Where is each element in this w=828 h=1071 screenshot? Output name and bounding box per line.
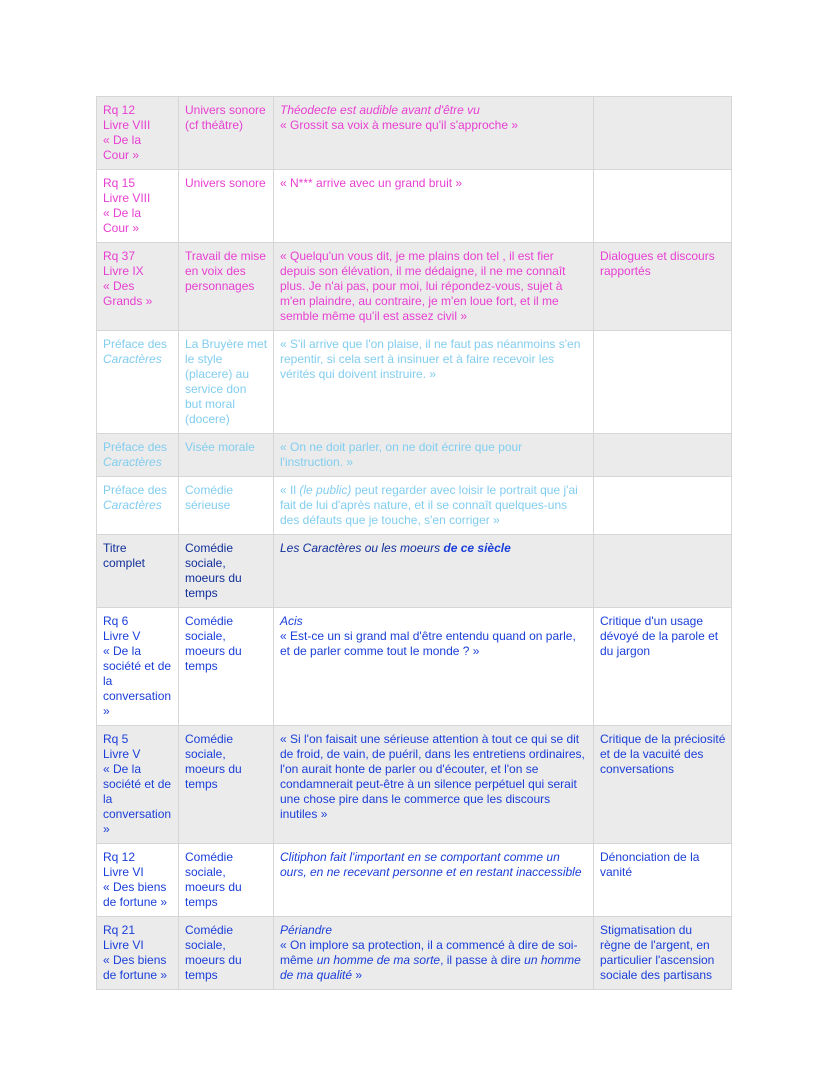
table-row bbox=[97, 170, 732, 243]
reference-cell: Rq 5 Livre V « De la société et de la conversation » bbox=[97, 726, 179, 844]
theme-cell: Comédie sociale, moeurs du temps bbox=[179, 535, 274, 608]
reference-cell: Préface des Caractères bbox=[97, 477, 179, 535]
theme-cell: Comédie sociale, moeurs du temps bbox=[179, 844, 274, 917]
table-row bbox=[97, 844, 732, 917]
quote-cell: « On ne doit parler, on ne doit écrire que pour l'instruction. » bbox=[274, 434, 594, 477]
comment-cell bbox=[594, 434, 732, 477]
quote-cell: « Si l'on faisait une sérieuse attention à tout ce qui se dit de froid, de vain, de puéril, dans les entretiens ordinaires, l'on aurait honte de parler ou d'écouter, et l'on se condamnerait peut-être à un silence perpétuel qui serait une chose pire dans le commerce que les discours inutiles » bbox=[274, 726, 594, 844]
comment-cell: Dialogues et discours rapportés bbox=[594, 243, 732, 331]
quote-title: Théodecte est audible avant d'être vu bbox=[280, 103, 480, 117]
comment-cell: Critique de la préciosité et de la vacuité des conversations bbox=[594, 726, 732, 844]
comment-cell bbox=[594, 535, 732, 608]
quote-text: « Est-ce un si grand mal d'être entendu quand on parle, et de parler comme tout le monde ? » bbox=[280, 629, 576, 658]
table-row bbox=[97, 917, 732, 990]
theme-cell: Comédie sociale, moeurs du temps bbox=[179, 726, 274, 844]
quote-title: Périandre bbox=[280, 923, 333, 937]
reference-cell: Rq 37 Livre IX « Des Grands » bbox=[97, 243, 179, 331]
comment-cell bbox=[594, 477, 732, 535]
table-row bbox=[97, 331, 732, 434]
quote-cell: Clitiphon fait l'important en se comportant comme un ours, en ne recevant personne et en restant inaccessible bbox=[274, 844, 594, 917]
theme-cell: Univers sonore bbox=[179, 170, 274, 243]
table-row bbox=[97, 243, 732, 331]
theme-cell: Univers sonore (cf théâtre) bbox=[179, 97, 274, 170]
comment-cell bbox=[594, 331, 732, 434]
quote-cell: « S'il arrive que l'on plaise, il ne faut pas néanmoins s'en repentir, si cela sert à insinuer et à faire recevoir les vérités qui doivent instruire. » bbox=[274, 331, 594, 434]
quote-text: « Grossit sa voix à mesure qu'il s'approche » bbox=[280, 118, 519, 132]
reference-cell: Préface des Caractères bbox=[97, 331, 179, 434]
reference-cell: Préface des Caractères bbox=[97, 434, 179, 477]
comment-cell: Dénonciation de la vanité bbox=[594, 844, 732, 917]
quote-cell bbox=[274, 917, 594, 990]
quote-cell: Les Caractères ou les moeurs de ce siècle bbox=[274, 535, 594, 608]
reference-cell: Rq 6 Livre V « De la société et de la conversation » bbox=[97, 608, 179, 726]
reference-cell: Rq 15 Livre VIII « De la Cour » bbox=[97, 170, 179, 243]
comment-cell: Stigmatisation du règne de l'argent, en particulier l'ascension sociale des partisans bbox=[594, 917, 732, 990]
table-row bbox=[97, 535, 732, 608]
theme-cell: Comédie sociale, moeurs du temps bbox=[179, 917, 274, 990]
theme-cell: Comédie sociale, moeurs du temps bbox=[179, 608, 274, 726]
reference-cell: Rq 12 Livre VIII « De la Cour » bbox=[97, 97, 179, 170]
quote-cell: « Il (le public) peut regarder avec loisir le portrait que j'ai fait de lui d'après nature, et il se connaît quelques-uns des défauts que je touche, s'en corriger » bbox=[274, 477, 594, 535]
table-row bbox=[97, 477, 732, 535]
reference-cell: Titre complet bbox=[97, 535, 179, 608]
theme-cell: Comédie sérieuse bbox=[179, 477, 274, 535]
quote-cell bbox=[274, 97, 594, 170]
quote-text: « On implore sa protection, il a commencé à dire de soi-même un homme de ma sorte, il passe à dire un homme de ma qualité » bbox=[280, 938, 581, 982]
table-row bbox=[97, 608, 732, 726]
comment-cell: Critique d'un usage dévoyé de la parole et du jargon bbox=[594, 608, 732, 726]
theme-cell: Visée morale bbox=[179, 434, 274, 477]
quote-cell: « N*** arrive avec un grand bruit » bbox=[274, 170, 594, 243]
comment-cell bbox=[594, 170, 732, 243]
table-row bbox=[97, 97, 732, 170]
notes-table bbox=[96, 96, 732, 990]
theme-cell: Travail de mise en voix des personnages bbox=[179, 243, 274, 331]
reference-cell: Rq 12 Livre VI « Des biens de fortune » bbox=[97, 844, 179, 917]
theme-cell: La Bruyère met le style (placere) au service don but moral (docere) bbox=[179, 331, 274, 434]
quote-cell bbox=[274, 608, 594, 726]
table-row bbox=[97, 726, 732, 844]
quote-title: Acis bbox=[280, 614, 303, 628]
reference-cell: Rq 21 Livre VI « Des biens de fortune » bbox=[97, 917, 179, 990]
comment-cell bbox=[594, 97, 732, 170]
quote-cell: « Quelqu'un vous dit, je me plains don tel , il est fier depuis son élévation, il me dédaigne, il ne me connaît plus. Je n'ai pas, pour moi, lui répondez-vous, sujet à m'en plaindre, au contraire, je m'en loue fort, et il me semble même qu'il est assez civil » bbox=[274, 243, 594, 331]
table-row bbox=[97, 434, 732, 477]
